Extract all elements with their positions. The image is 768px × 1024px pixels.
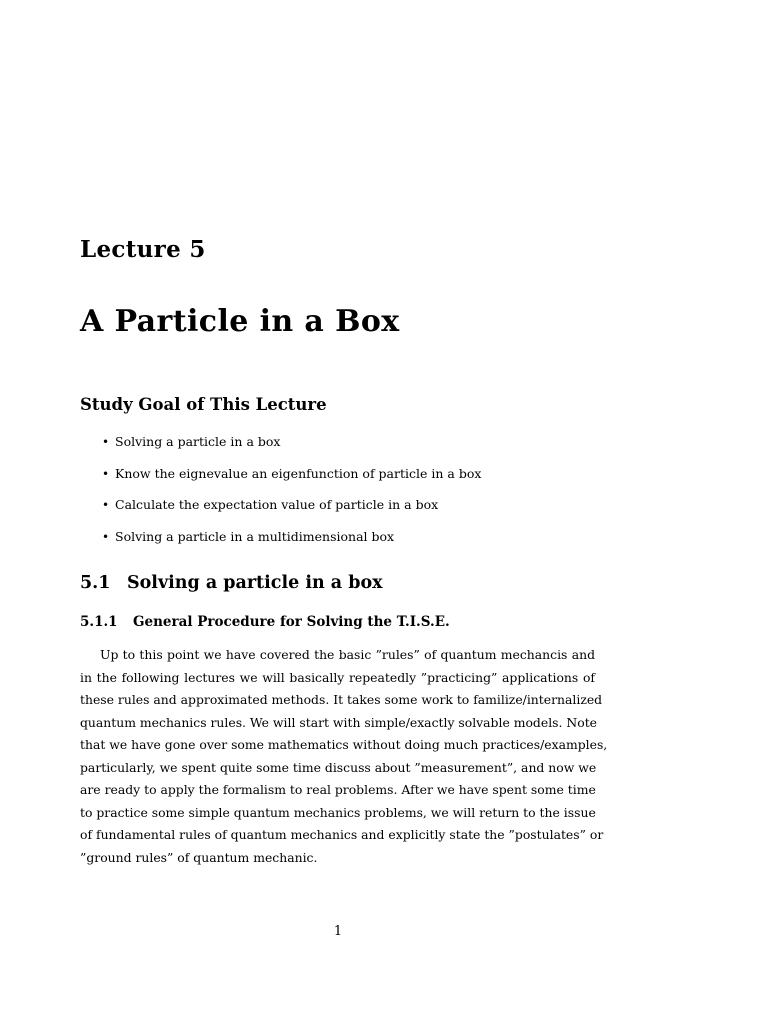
study-goal-item bbox=[100, 466, 481, 482]
study-goal-item-text: Solving a particle in a multidimensional box bbox=[115, 528, 395, 544]
subsection-number: 5.1.1 bbox=[80, 614, 118, 630]
section-number: 5.1 bbox=[80, 573, 111, 593]
study-goal-heading: Study Goal of This Lecture bbox=[80, 395, 327, 414]
paragraph-line: particularly, we spent quite some time discuss about ”measurement”, and now we bbox=[80, 759, 597, 775]
subsection-title: General Procedure for Solving the T.I.S.E. bbox=[133, 614, 450, 630]
study-goal-item bbox=[100, 497, 481, 513]
paragraph-line: these rules and approximated methods. It takes some work to familize/internalized bbox=[80, 692, 603, 707]
paragraph-line: to practice some simple quantum mechanics problems, we will return to the issue bbox=[80, 804, 596, 820]
subsection-heading bbox=[80, 614, 450, 630]
paragraph-line: Up to this point we have covered the basic ”rules” of quantum mechancis and bbox=[100, 647, 595, 662]
section-heading bbox=[80, 573, 383, 593]
body-paragraph bbox=[80, 644, 608, 869]
paragraph-line: of fundamental rules of quantum mechanics and explicitly state the ”postulates” or bbox=[80, 827, 604, 842]
lecture-label: Lecture 5 bbox=[80, 236, 206, 263]
bullet-icon: • bbox=[102, 529, 110, 544]
study-goal-item-text: Solving a particle in a box bbox=[115, 434, 281, 449]
paragraph-line: in the following lectures we will basically repeatedly ”practicing” applications of bbox=[80, 669, 595, 685]
study-goal-item bbox=[100, 529, 481, 545]
paragraph-line: are ready to apply the formalism to real problems. After we have spent some time bbox=[80, 782, 596, 797]
study-goal-item-text: Know the eignevalue an eigenfunction of particle in a box bbox=[115, 465, 482, 481]
paragraph-line: that we have gone over some mathematics without doing much practices/examples, bbox=[80, 737, 608, 752]
paragraph-line: ”ground rules” of quantum mechanic. bbox=[80, 849, 318, 865]
study-goal-item bbox=[100, 434, 481, 450]
page-number: 1 bbox=[333, 924, 343, 939]
paragraph-line: quantum mechanics rules. We will start with simple/exactly solvable models. Note bbox=[80, 714, 598, 730]
study-goal-item-text: Calculate the expectation value of particle in a box bbox=[115, 497, 439, 513]
bullet-icon: • bbox=[102, 435, 110, 449]
bullet-icon: • bbox=[102, 466, 110, 481]
section-title: Solving a particle in a box bbox=[127, 573, 383, 593]
bullet-icon: • bbox=[102, 498, 110, 513]
study-goal-list bbox=[100, 434, 481, 560]
chapter-title: A Particle in a Box bbox=[80, 304, 400, 339]
